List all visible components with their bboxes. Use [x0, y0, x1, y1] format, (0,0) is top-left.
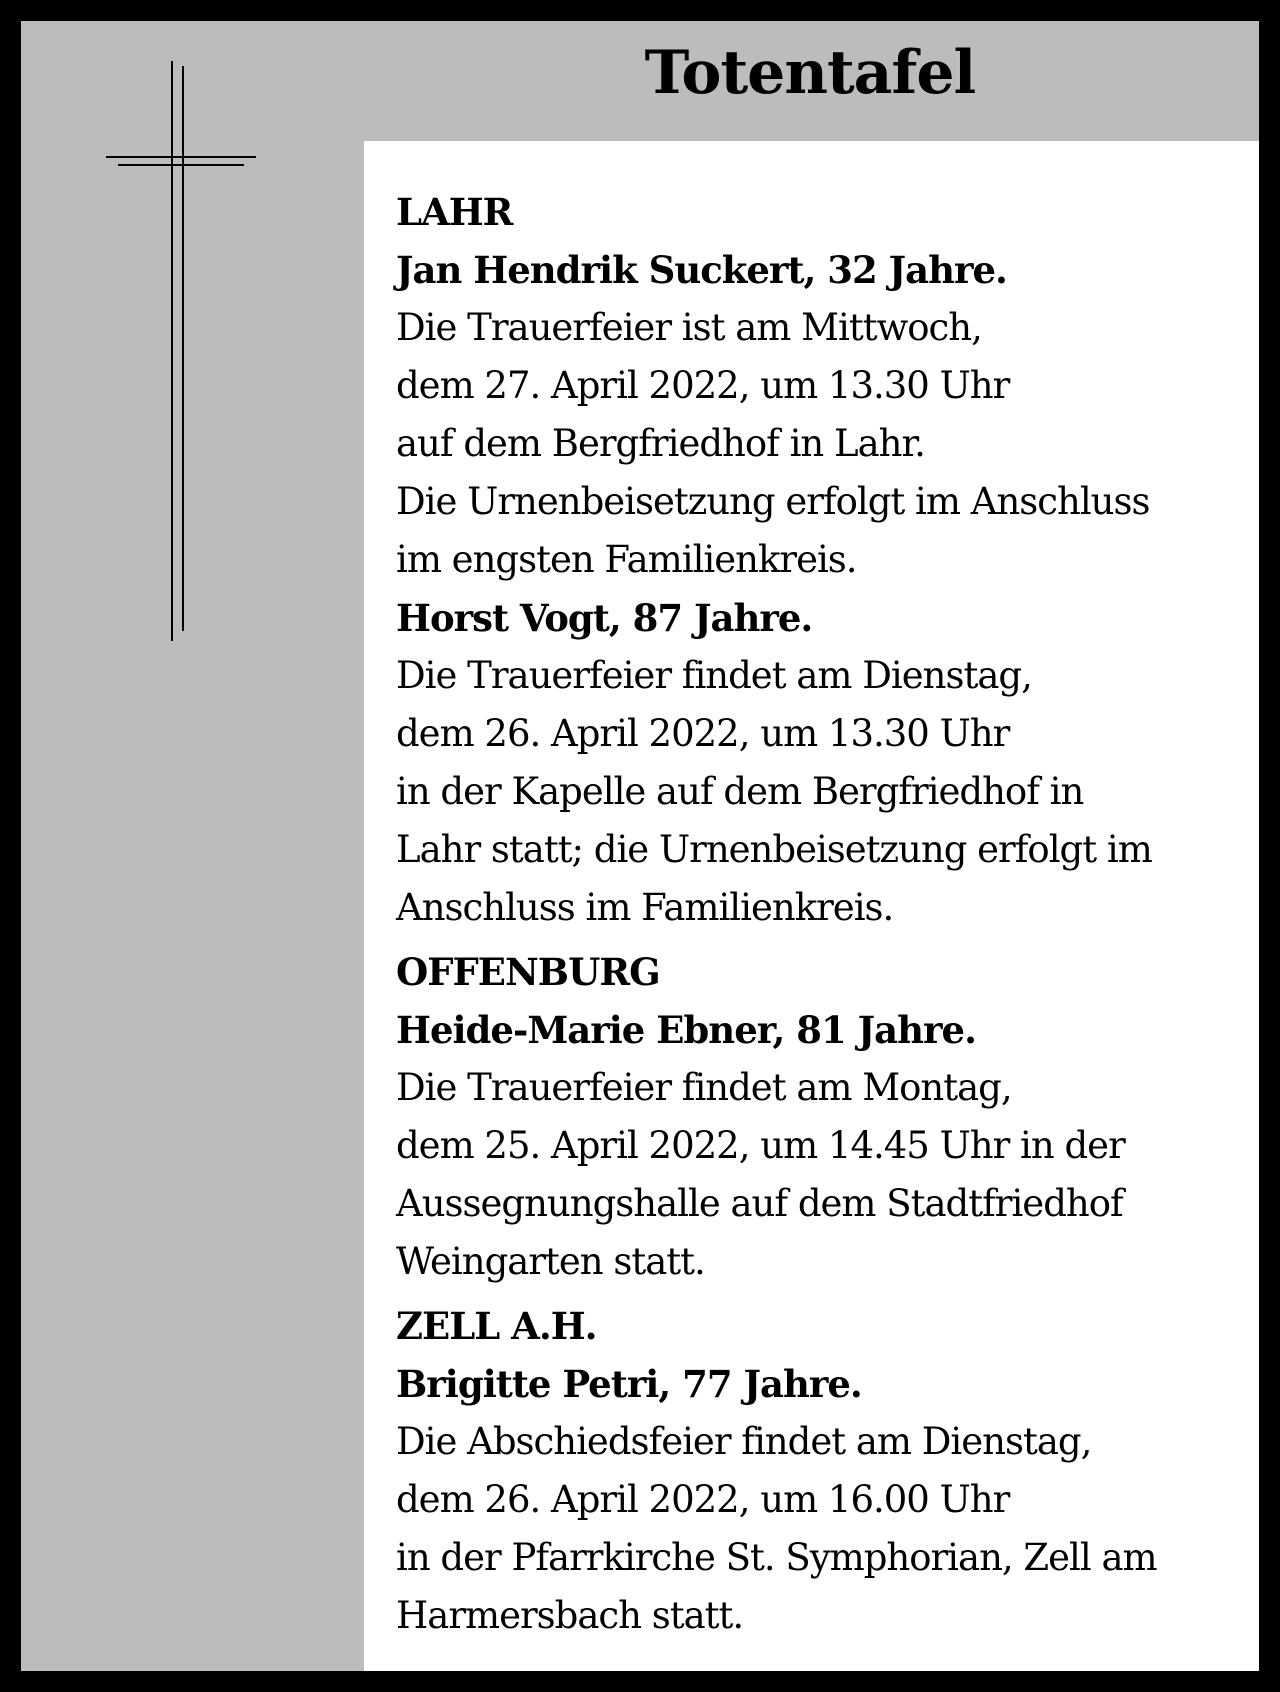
- obituary-text-line: dem 25. April 2022, um 14.45 Uhr in der: [396, 1124, 1125, 1167]
- obituary-text-line: Die Abschiedsfeier findet am Dienstag,: [396, 1420, 1092, 1463]
- obituary-text-line: im engsten Familienkreis.: [396, 538, 857, 581]
- obituary-text-line: Harmersbach statt.: [396, 1594, 744, 1637]
- deceased-name: Brigitte Petri, 77 Jahre.: [396, 1362, 862, 1406]
- obituary-text-line: Die Trauerfeier ist am Mittwoch,: [396, 306, 982, 349]
- page-title: Totentafel: [644, 38, 976, 108]
- obituary-text-line: dem 27. April 2022, um 13.30 Uhr: [396, 364, 1010, 407]
- deceased-name: Jan Hendrik Suckert, 32 Jahre.: [396, 248, 1007, 292]
- obituary-text-line: Lahr statt; die Urnenbeisetzung erfolgt im: [396, 828, 1152, 871]
- obituary-text-line: Die Urnenbeisetzung erfolgt im Anschluss: [396, 480, 1150, 523]
- obituary-text-line: dem 26. April 2022, um 16.00 Uhr: [396, 1478, 1010, 1521]
- obituary-text-line: Anschluss im Familienkreis.: [396, 886, 894, 929]
- deceased-name: Heide-Marie Ebner, 81 Jahre.: [396, 1008, 976, 1052]
- obituary-list: [364, 141, 1259, 1671]
- cross-icon: [106, 61, 276, 641]
- obituary-text-line: Weingarten statt.: [396, 1240, 705, 1283]
- obituary-text-line: in der Pfarrkirche St. Symphorian, Zell am: [396, 1536, 1157, 1579]
- obituary-text-line: dem 26. April 2022, um 13.30 Uhr: [396, 712, 1010, 755]
- location-heading: LAHR: [396, 190, 513, 234]
- location-heading: OFFENBURG: [396, 950, 660, 994]
- obituary-text-line: Aussegnungshalle auf dem Stadtfriedhof: [396, 1182, 1123, 1225]
- deceased-name: Horst Vogt, 87 Jahre.: [396, 596, 813, 640]
- obituary-text-line: Die Trauerfeier findet am Montag,: [396, 1066, 1012, 1109]
- notice-panel: [21, 21, 1259, 1671]
- obituary-text-line: Die Trauerfeier findet am Dienstag,: [396, 654, 1032, 697]
- location-heading: ZELL A.H.: [396, 1304, 597, 1348]
- obituary-text-line: auf dem Bergfriedhof in Lahr.: [396, 422, 925, 465]
- obituary-text-line: in der Kapelle auf dem Bergfriedhof in: [396, 770, 1084, 813]
